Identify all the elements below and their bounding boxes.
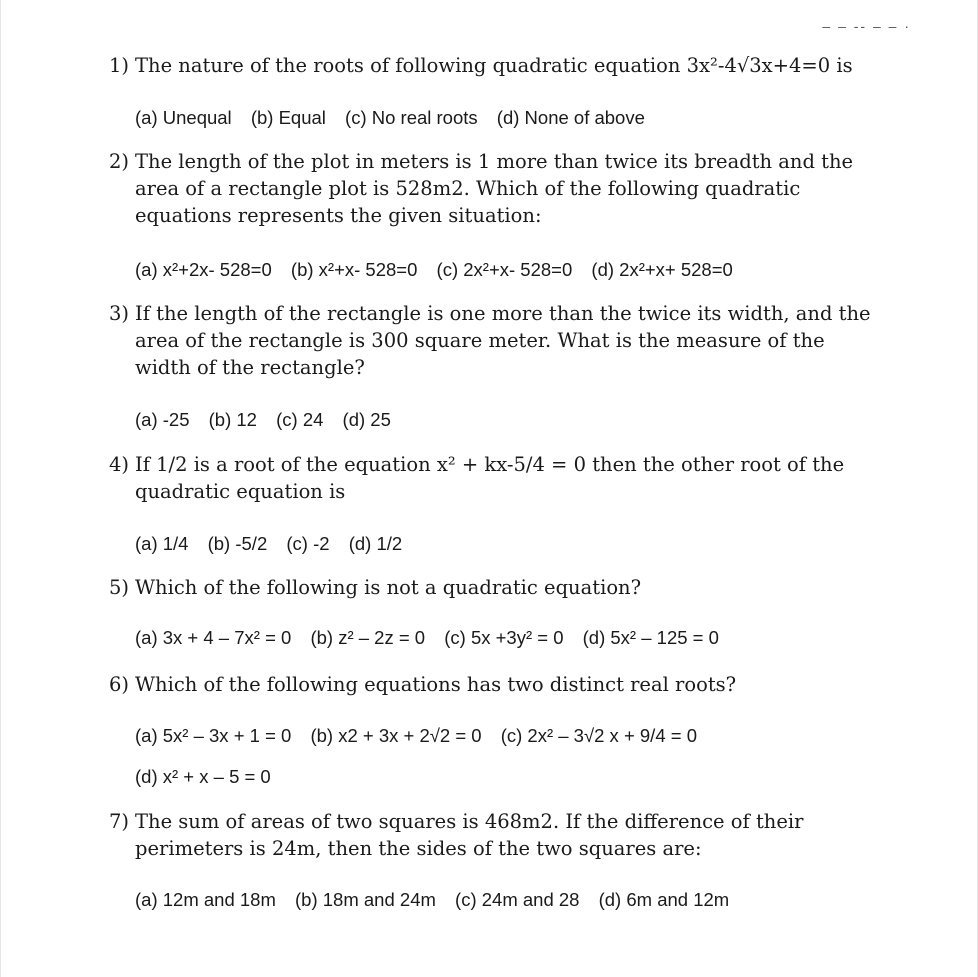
option-d: (d) 5x² – 125 = 0 (582, 627, 719, 648)
option-b: (b) z² – 2z = 0 (310, 627, 426, 648)
question-number: 1) (109, 54, 130, 77)
options-q2 (135, 258, 733, 282)
option-d: (d) x² + x – 5 = 0 (135, 766, 271, 787)
option-b: (b) Equal (250, 107, 326, 128)
question-stem: Which of the following equations has two distinct real roots? (135, 673, 737, 696)
question-3 (109, 300, 881, 381)
option-c: (c) 5x +3y² = 0 (444, 627, 564, 648)
question-5 (109, 574, 881, 601)
corner-marks: – – -- – – · (822, 18, 911, 34)
question-7 (109, 808, 881, 862)
option-a: (a) -25 (135, 409, 190, 430)
option-a: (a) 5x² – 3x + 1 = 0 (135, 725, 292, 746)
question-1 (109, 52, 881, 79)
option-c: (c) No real roots (345, 107, 478, 128)
option-c: (c) -2 (286, 533, 330, 554)
option-d: (d) 6m and 12m (598, 889, 730, 910)
question-stem: Which of the following is not a quadratic equation? (135, 576, 642, 599)
options-q4 (135, 532, 402, 556)
option-c: (c) 2x²+x- 528=0 (436, 259, 573, 280)
question-stem: The sum of areas of two squares is 468m2. If the difference of their perimeters is 24m, then the sides of the two squares are: (135, 810, 804, 860)
option-b: (b) x2 + 3x + 2√2 = 0 (310, 725, 482, 746)
option-a: (a) 12m and 18m (135, 889, 276, 910)
option-a: (a) 3x + 4 – 7x² = 0 (135, 627, 292, 648)
option-a: (a) 1/4 (135, 533, 189, 554)
question-number: 6) (109, 673, 130, 696)
option-d: (d) 2x²+x+ 528=0 (591, 259, 733, 280)
options-q6 (135, 724, 697, 748)
options-q1 (135, 106, 645, 130)
question-4 (109, 451, 881, 505)
option-b: (b) x²+x- 528=0 (290, 259, 418, 280)
options-q5 (135, 626, 719, 650)
option-d: (d) 1/2 (348, 533, 403, 554)
option-c: (c) 24m and 28 (455, 889, 580, 910)
options-q7 (135, 888, 729, 912)
option-b: (b) -5/2 (207, 533, 268, 554)
options-q6-line2 (135, 765, 271, 789)
question-stem: The nature of the roots of following quadratic equation 3x²-4√3x+4=0 is (135, 54, 853, 77)
question-6 (109, 671, 881, 698)
option-b: (b) 18m and 24m (295, 889, 436, 910)
question-number: 4) (109, 453, 130, 476)
question-number: 7) (109, 810, 130, 833)
question-stem: If the length of the rectangle is one more than the twice its width, and the area of the rectangle is 300 square meter. What is the measure of the width of the rectangle? (135, 302, 871, 379)
question-number: 3) (109, 302, 130, 325)
option-a: (a) Unequal (135, 107, 232, 128)
question-2 (109, 148, 881, 229)
options-q3 (135, 408, 391, 432)
option-b: (b) 12 (208, 409, 257, 430)
question-stem: The length of the plot in meters is 1 more than twice its breadth and the area of a rectangle plot is 528m2. Which of the following quadratic equations represents the given situation: (135, 150, 854, 227)
option-a: (a) x²+2x- 528=0 (135, 259, 272, 280)
question-stem: If 1/2 is a root of the equation x² + kx-5/4 = 0 then the other root of the quadratic equation is (135, 453, 845, 503)
option-d: (d) None of above (496, 107, 645, 128)
option-d: (d) 25 (342, 409, 391, 430)
option-c: (c) 2x² – 3√2 x + 9/4 = 0 (500, 725, 697, 746)
option-c: (c) 24 (276, 409, 324, 430)
question-number: 5) (109, 576, 130, 599)
question-number: 2) (109, 150, 130, 173)
